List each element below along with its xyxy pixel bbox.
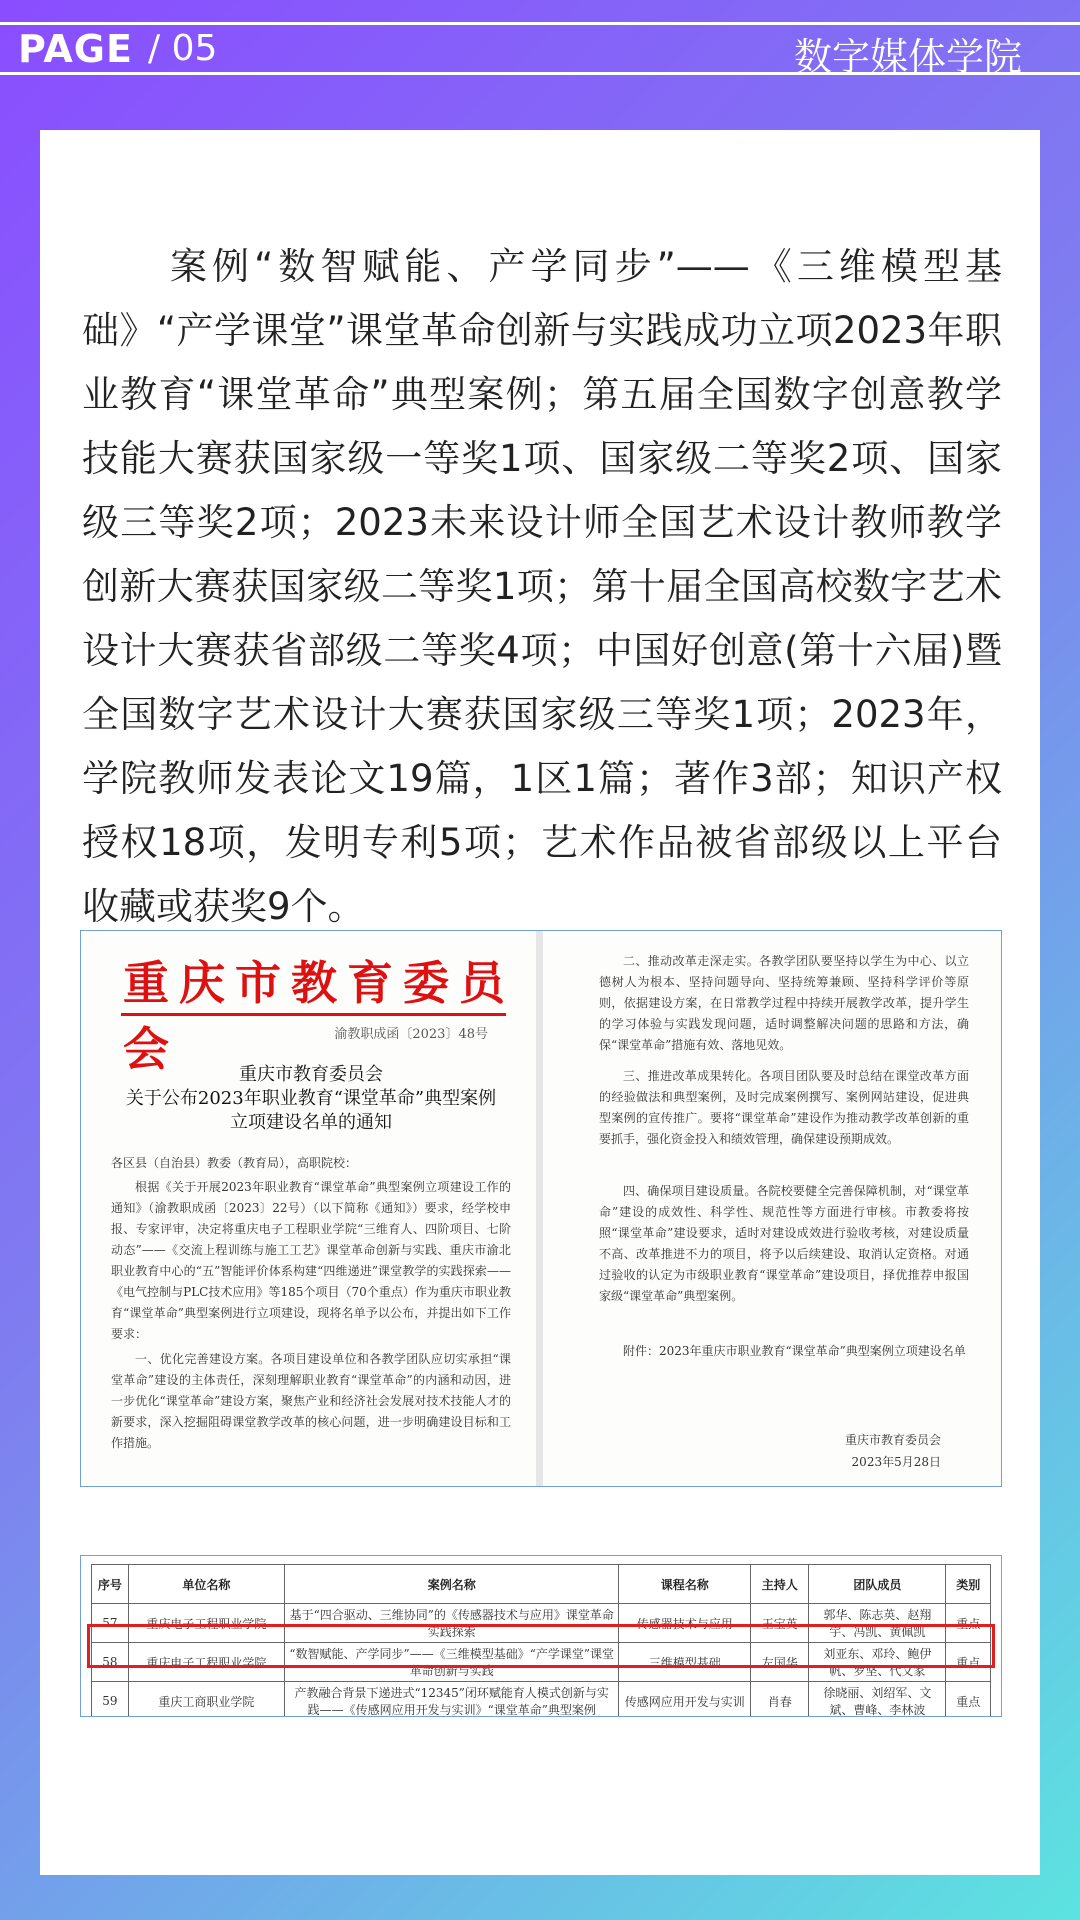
document-body-paragraph: 一、优化完善建设方案。各项目建设单位和各教学团队应切实承担“课堂革命”建设的主体责任，深刻理解职业教育“课堂革命”的内涵和动因，进一步优化“课堂革命”建设方案，聚焦产业和经济社会发展对技术技能人才的新要求，深入挖掘阻碍课堂教学改革的核心问题，进一步明确建设目标和工作措施。 [111, 1352, 511, 1450]
highlight-box [87, 1624, 995, 1668]
header-cell: 类别 [946, 1565, 991, 1604]
table-cell: 王宝英 [751, 1604, 809, 1643]
notice-document-image [80, 930, 1002, 1487]
page-gutter [536, 931, 543, 1486]
article-paragraph: 案例“数智赋能、产学同步”——《三维模型基础》“产学课堂”课堂革命创新与实践成功立项2023年职业教育“课堂革命”典型案例；第五届全国数字创意教学技能大赛获国家级一等奖1项、国家级二等奖2项、国家级三等奖2项；2023未来设计师全国艺术设计教师教学创新大赛获国家级二等奖1项；第十届全国高校数字艺术设计大赛获省部级二等奖4项；中国好创意(第十六届)暨全国数字艺术设计大赛获国家级三等奖1项；2023年，学院教师发表论文19篇，1区1篇；著作3部；知识产权授权18项，发明专利5项；艺术作品被省部级以上平台收藏或获奖9个。 [82, 245, 1002, 928]
document-left-page [81, 931, 536, 1486]
document-title: 重庆市教育委员会 关于公布2023年职业教育“课堂革命”典型案例 立项建设名单的通知 [125, 1064, 497, 1133]
header-cell: 案例名称 [285, 1565, 619, 1604]
table-cell: 59 [92, 1682, 129, 1718]
header-cell: 序号 [92, 1565, 129, 1604]
table-cell: 传感网应用开发与实训 [619, 1682, 751, 1718]
document-red-rule [121, 1013, 506, 1016]
table-cell: 肖春 [751, 1682, 809, 1718]
document-body-paragraph: 二、推动改革走深走实。各教学团队要坚持以学生为中心、以立德树人为根本、坚持问题导向、坚持统筹兼顾、坚持科学评价等原则，依据建设方案，在日常教学过程中持续开展教学改革，提升学生的学习体验与实践发现问题，适时调整解决问题的思路和方法，确保“课堂革命”措施有效、落地见效。 [599, 954, 969, 1052]
table-cell: “数智赋能、产学同步”——《三维模型基础》“产学课堂”课堂革命创新与实践 [285, 1643, 619, 1682]
project-list-image [80, 1555, 1002, 1717]
page-label: PAGE [18, 27, 133, 71]
document-body-paragraph: 三、推进改革成果转化。各项目团队要及时总结在课堂改革方面的经验做法和典型案例，及时完成案例撰写、案例网站建设，促进典型案例的宣传推广。要将“课堂革命”建设作为推动教学改革创新的重要抓手，强化资金投入和绩效管理，确保建设预期成效。 [599, 1069, 969, 1146]
document-date: 2023年5月28日 [851, 1455, 941, 1469]
document-salutation: 各区县（自治县）教委（教育局），高职院校： [111, 1156, 358, 1170]
table-cell: 重庆电子工程职业学院 [128, 1643, 284, 1682]
table-cell: 传感器技术与应用 [619, 1604, 751, 1643]
table-cell: 重点 [946, 1682, 991, 1718]
header-cell: 团队成员 [809, 1565, 946, 1604]
page-number: / 05 [148, 28, 218, 69]
college-name: 数字媒体学院 [793, 35, 1022, 79]
document-signature: 重庆市教育委员会 [844, 1433, 941, 1447]
table-cell: 左国华 [751, 1643, 809, 1682]
header-cell: 主持人 [751, 1565, 809, 1604]
table-cell: 刘亚东、邓玲、鲍伊帆、罗坚、代文家 [809, 1643, 946, 1682]
document-body-paragraph: 四、确保项目建设质量。各院校要健全完善保障机制，对“课堂革命”建设的成效性、科学性、规范性等方面进行审核。市教委将按照“课堂革命”建设要求，适时对建设成效进行验收考核，对建设质量不高、改革推进不力的项目，将予以后续建设、取消认定资格。对通过验收的认定为市级职业教育“课堂革命”建设项目，择优推荐申报国家级“课堂革命”典型案例。 [599, 1184, 969, 1303]
document-right-page [543, 931, 1001, 1486]
table-row [92, 1682, 991, 1718]
table-cell: 郭华、陈志英、赵翔宇、冯凯、黄佩凯 [809, 1604, 946, 1643]
document-red-header: 重庆市教育委员会 [123, 956, 515, 1076]
header-cell: 单位名称 [128, 1565, 284, 1604]
table-cell: 重庆电子工程职业学院 [128, 1604, 284, 1643]
table-cell: 基于“四合驱动、三维协同”的《传感器技术与应用》课堂革命实践探索 [285, 1604, 619, 1643]
table-cell: 重点 [946, 1604, 991, 1643]
document-attachment: 附件：2023年重庆市职业教育“课堂革命”典型案例立项建设名单 [623, 1344, 966, 1358]
table-cell: 重庆工商职业学院 [128, 1682, 284, 1718]
table-cell: 58 [92, 1643, 129, 1682]
table-cell: 重点 [946, 1643, 991, 1682]
table-cell: 三维模型基础 [619, 1643, 751, 1682]
content-card [40, 130, 1040, 1875]
table-cell: 徐晓丽、刘绍军、文斌、曹峰、李林波 [809, 1682, 946, 1718]
header-cell: 课程名称 [619, 1565, 751, 1604]
document-number: 渝教职成函〔2023〕48号 [334, 1027, 488, 1042]
document-body-paragraph: 根据《关于开展2023年职业教育“课堂革命”典型案例立项建设工作的通知》（渝教职成函〔2023〕22号）（以下简称《通知》）要求，经学校申报、专家评审，决定将重庆电子工程职业学院“三维育人、四阶项目、七阶动态”——《交流上程训练与施工工艺》课堂革命创新与实践、重庆市渝北职业教育中心的“五”智能评价体系构建“四维递进”课堂教学的实践探索——《电气控制与PLC技术应用》等185个项目（70个重点）作为重庆市职业教育“课堂革命”典型案例进行立项建设，现将名单予以公布，并提出如下工作要求： [111, 1180, 511, 1341]
table-cell: 57 [92, 1604, 129, 1643]
table-header-row [92, 1565, 991, 1604]
header-top-line [0, 22, 1080, 25]
table-cell: 产教融合背景下递进式“12345”闭环赋能育人模式创新与实践——《传感网应用开发与实训》“课堂革命”典型案例 [285, 1682, 619, 1718]
